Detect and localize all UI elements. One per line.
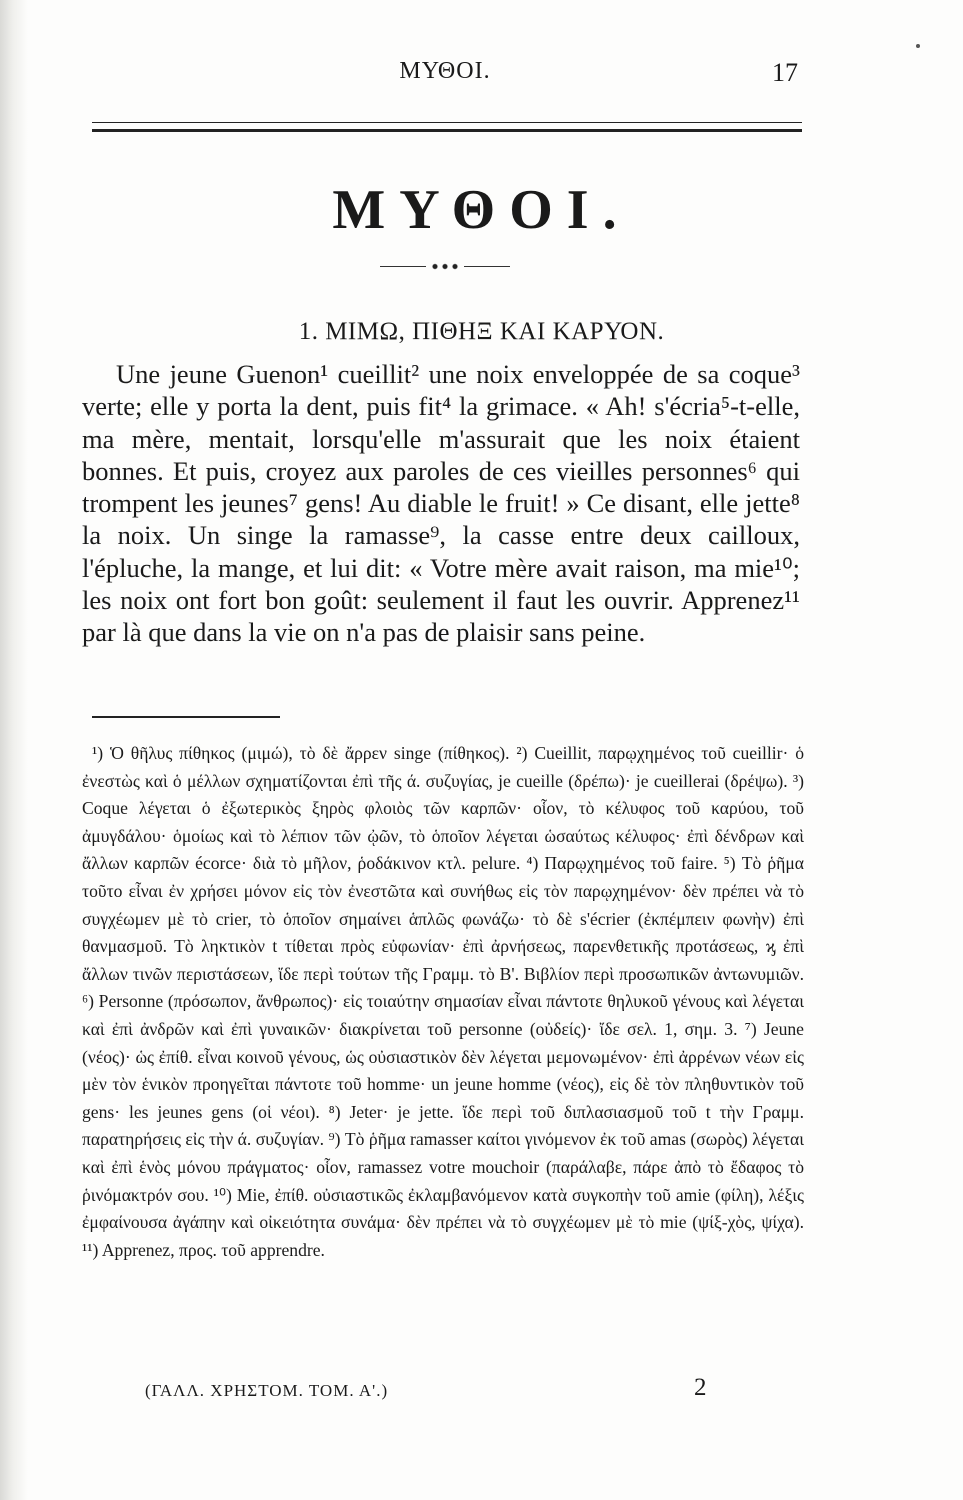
ink-speck (916, 44, 920, 48)
running-head (80, 58, 810, 94)
printer-signature: (ΓΑΛΛ. ΧΡΗΣΤΟΜ. ΤΟΜ. Α'.) (145, 1381, 389, 1400)
ornament-line-left (380, 266, 426, 267)
footnotes-text: ¹) Ὁ θῆλυς πίθηκος (μιμώ), τὸ δὲ ἄρρεν singe (πίθηκος). ²) Cueillit, παρῳχημένος τοῦ cueillir· ὁ ἐνεστὼς καὶ ὁ μέλλων σχηματίζονται ἐπὶ τῆς ά. συζυγίας, je cueille (δρέπω)· je cueillerai (δρέψω). ³) Coque λέγεται ὁ ἐξωτερικὸς ξηρὸς φλοιὸς τῶν καρπῶν· οἷον, τὸ κέλυφος τοῦ καρύου, τοῦ ἀμυγδάλου· ὁμοίως καὶ τὸ λέπιον τῶν ᾠῶν, τὸ ὁποῖον λέγεται ὡσαύτως κέλυφος· ἐπὶ δένδρων καὶ ἄλλων καρπῶν écorce· διὰ τὸ μῆλον, ῥοδάκινον κτλ. pelure. ⁴) Παρῳχημένος τοῦ faire. ⁵) Τὸ ῥῆμα τοῦτο εἶναι ἐν χρήσει μόνον εἰς τὸν ἐνεστῶτα καὶ συνήθως εἰς τὸν παρῳχημένον· δὲν πρέπει νὰ τὸ συγχέωμεν μὲ τὸ crier, τὸ ὁποῖον σημαίνει ἁπλῶς φωνάζω· τὸ δὲ s'écrier (ἐκπέμπειν φωνὴν) ἐπὶ θανμασμοῦ. Τὸ ληκτικὸν t τίθεται πρὸς εὐφωνίαν· ἐπὶ ἀρνήσεως, παρενθετικῆς προτάσεως, ϗ ἐπὶ ἄλλων τινῶν περιστάσεων, ἴδε περὶ τούτων τῆς Γραμμ. τὸ Β'. Βιβλίον περὶ προσωπικῶν ἀντωνυμιῶν. ⁶) Personne (πρόσωπον, ἄνθρωπος)· εἰς τοιαύτην σημασίαν εἶναι πάντοτε θηλυκοῦ γένους καὶ λέγεται καὶ ἐπὶ ἀνδρῶν καὶ ἐπὶ γυναικῶν· διακρίνεται τοῦ personne (οὐδείς)· ἴδε σελ. 1, σημ. 3. ⁷) Jeune (νέος)· ὡς ἐπίθ. εἶναι κοινοῦ γένους, ὡς οὐσιαστικὸν δὲν λέγεται μεμονωμένον· ἐπὶ ἀρρένων νέων εἰς μὲν τὸν ἑνικὸν προηγεῖται πάντοτε τοῦ homme· un jeune homme (νέος), εἰς δὲ τὸν πληθυντικὸν τοῦ gens· les jeunes gens (οἱ νέοι). ⁸) Jeter· je jette. ἴδε περὶ τοῦ διπλασιασμοῦ τοῦ t τὴν Γραμμ. παρατηρήσεις εἰς τὴν ά. συζυγίαν. ⁹) Τὸ ῥῆμα ramasser καίτοι γινόμενον ἐκ τοῦ amas (σωρὸς) λέγεται καὶ ἐπὶ ἑνὸς μόνου πράγματος· οἷον, ramassez votre mouchoir (παράλαβε, πάρε ἀπὸ τὸ ἔδαφος τὸ ῥινόμακτρόν σου. ¹⁰) Mie, ἐπίθ. οὐσιαστικῶς ἐκλαμβανόμενον κατὰ συγκοπὴν τοῦ amie (φίλη), λέξις ἐμφαίνουσα ἀγάπην καὶ οἰκειότητα συνάμα· δὲν πρέπει νὰ τὸ συγχέωμεν μὲ τὸ mie (ψίξ-χὸς, ψίχα). ¹¹) Apprenez, προς. τοῦ apprendre. (82, 743, 804, 1260)
header-double-rule (92, 122, 802, 132)
chapter-title: ΜΥΘΟΙ. (332, 179, 631, 241)
running-title: ΜΥΘΟΙ. (399, 58, 491, 84)
page-number: 17 (772, 58, 798, 87)
fable-body (82, 358, 800, 649)
fable-paragraph: Une jeune Guenon¹ cueillit² une noix enveloppée de sa coque³ verte; elle y porta la dent, puis fit⁴ la grimace. « Ah! s'écria⁵-t-elle, ma mère, mentait, lorsqu'elle m'assurait que les noix étaient bonnes. Et puis, croyez aux paroles de ces vieilles personnes⁶ qui trompent les jeunes⁷ gens! Au diable le fruit! » Ce disant, elle jette⁸ la noix. Un singe la ramasse⁹, la casse entre deux cailloux, l'épluche, la mange, et lui dit: « Votre mère avait raison, ma mie¹⁰; les noix ont fort bon goût: seulement il faut les ouvrir. Apprenez¹¹ par là que dans la vie on n'a pas de plaisir sans peine. (82, 359, 800, 648)
sheet-number: 2 (694, 1374, 707, 1401)
ornament-dots (430, 262, 460, 271)
footnote-rule (92, 716, 280, 718)
title-ornament (380, 262, 510, 272)
footnotes (82, 740, 804, 1264)
fable-heading: 1. ΜΙΜΩ, ΠΙΘΗΞ ΚΑΙ ΚΑΡΥΟΝ. (298, 318, 665, 345)
ornament-line-right (464, 266, 510, 267)
